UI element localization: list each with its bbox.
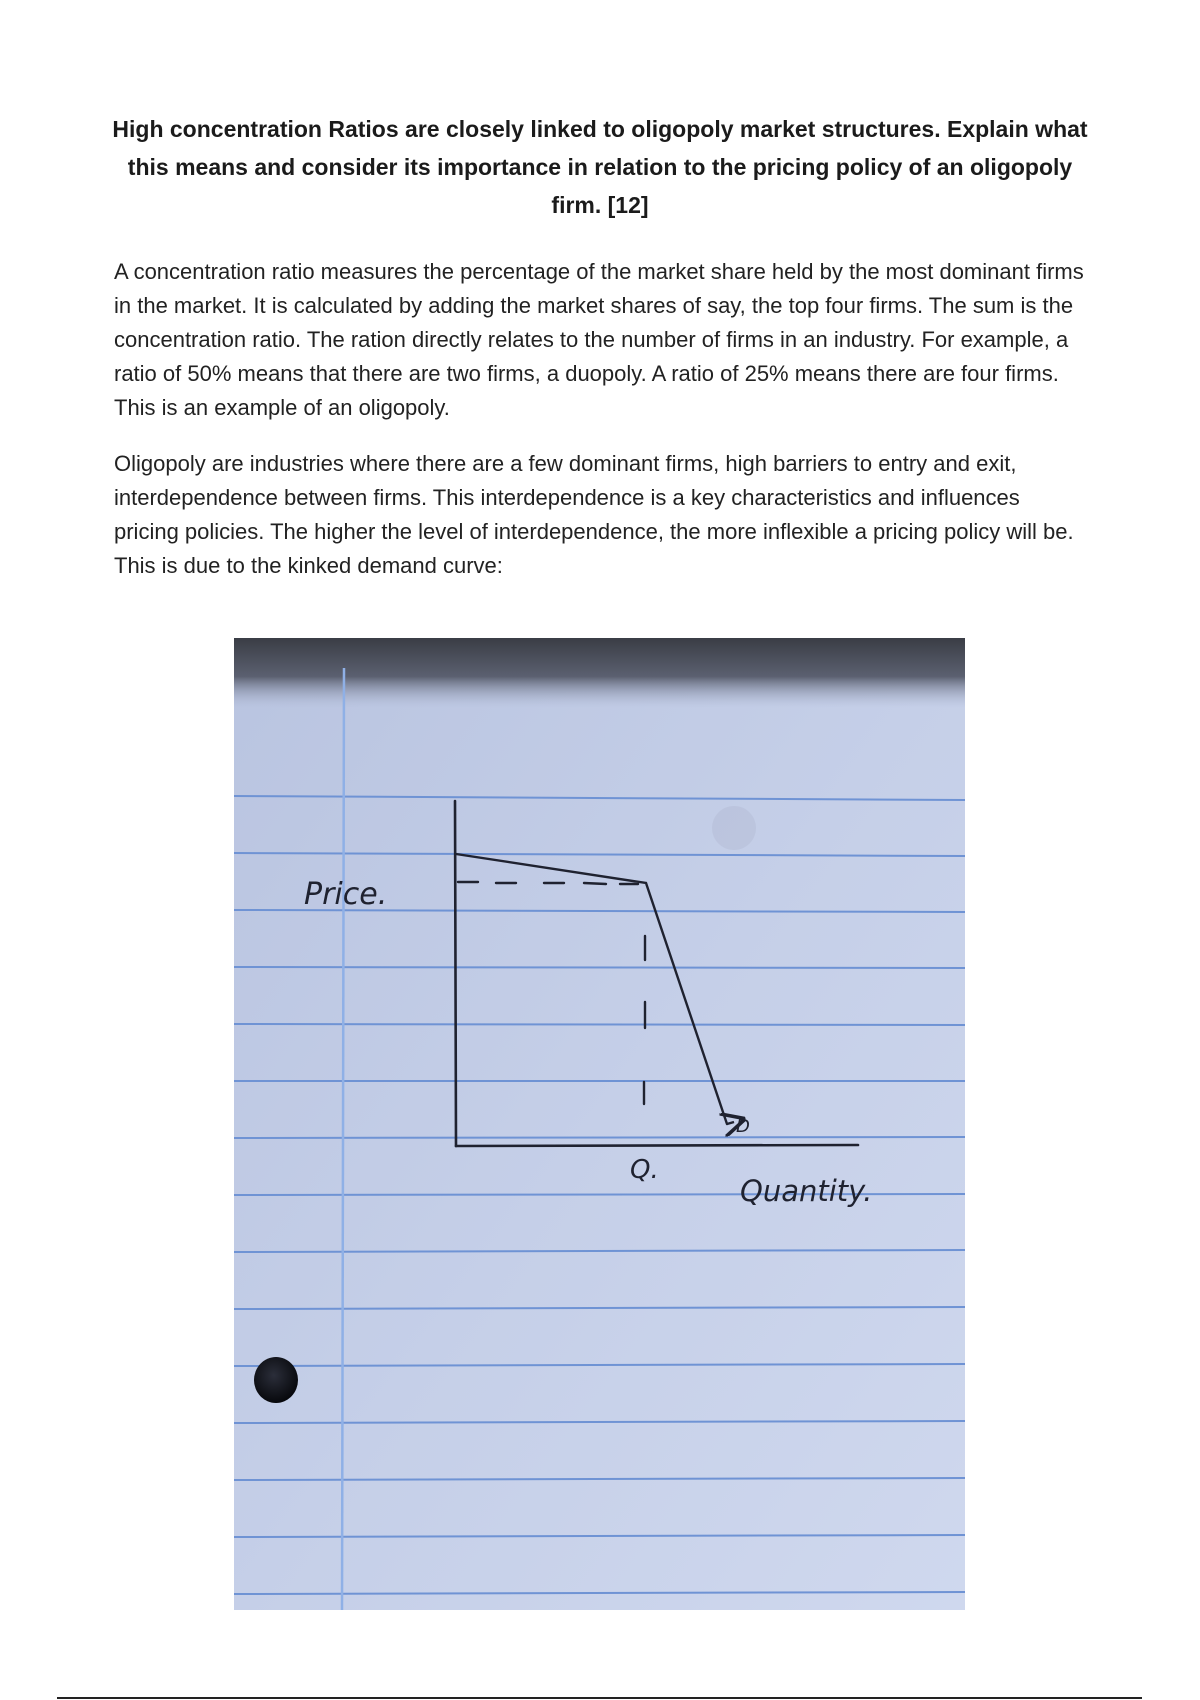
y-axis — [455, 801, 456, 1146]
demand-label: D — [736, 1116, 750, 1137]
q-label: Q. — [630, 1155, 659, 1185]
paragraph-oligopoly: Oligopoly are industries where there are a few dominant firms, high barriers to entry and exit, interdependence between firms. This interdependence is a key characteristics and influences pricing policies. The higher the level of interdependence, the more inflexible a pricing policy will be. This is due to the kinked demand curve: — [114, 451, 1074, 578]
kinked-demand-sketch-photo — [234, 638, 965, 1610]
photo-glare — [712, 806, 756, 850]
paragraph-concentration-ratio: A concentration ratio measures the percentage of the market share held by the most dominant firms in the market. It is calculated by adding the market shares of say, the top four firms. The sum is the concentration ratio. The ration directly relates to the number of firms in an industry. For example, a ratio of 50% means that there are two firms, a duopoly. A ratio of 25% means there are four firms. This is an example of an oligopoly. — [114, 259, 1084, 420]
page-bottom-rule — [57, 1697, 1142, 1699]
price-axis-label: Price. — [304, 877, 388, 912]
quantity-axis-label: Quantity. — [740, 1174, 873, 1208]
punch-hole — [254, 1357, 298, 1403]
question-title: High concentration Ratios are closely linked to oligopoly market structures. Explain what this means and consider its importance in relation to the pricing policy of an oligopoly firm. [12] — [112, 116, 1088, 218]
x-axis — [456, 1145, 858, 1146]
